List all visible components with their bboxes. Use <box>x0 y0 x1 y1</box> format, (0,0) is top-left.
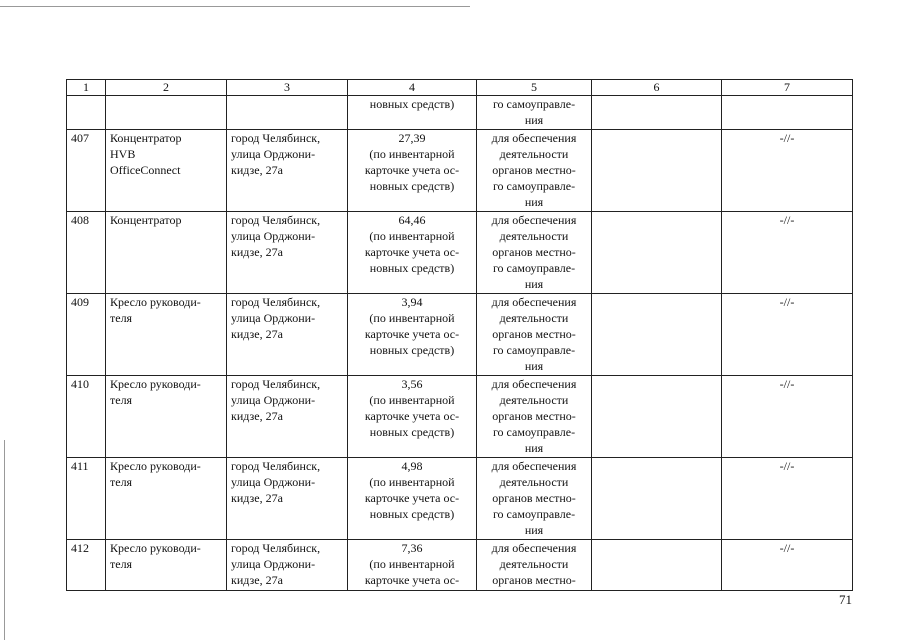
value-cell: 64,46 (по инвентарной карточке учета ос- новных средств) <box>348 212 477 294</box>
purpose-cell: для обеспечения деятельности органов местно- го самоуправле- ния <box>477 294 592 376</box>
inventory-table <box>66 79 853 591</box>
page-number: 71 <box>839 592 852 607</box>
col7-cell: -//- <box>722 130 853 212</box>
value-cell: 7,36 (по инвентарной карточке учета ос- <box>348 540 477 591</box>
number-cell: 407 <box>67 130 106 212</box>
continuation-row <box>67 96 853 130</box>
value-cell: 4,98 (по инвентарной карточке учета ос- новных средств) <box>348 458 477 540</box>
table-row <box>67 212 853 294</box>
name-cell: Концентратор <box>106 212 227 294</box>
number-cell: 411 <box>67 458 106 540</box>
col6-cell <box>592 130 722 212</box>
number-cell: 409 <box>67 294 106 376</box>
address-cell: город Челябинск, улица Орджони- кидзе, 27а <box>227 458 348 540</box>
table-row <box>67 540 853 591</box>
col-header: 7 <box>722 80 853 96</box>
col7-cell: -//- <box>722 212 853 294</box>
name-cell: Кресло руководи- теля <box>106 294 227 376</box>
value-cell: 3,56 (по инвентарной карточке учета ос- новных средств) <box>348 376 477 458</box>
value-cell: новных средств) <box>348 96 477 130</box>
value-cell: 27,39 (по инвентарной карточке учета ос- новных средств) <box>348 130 477 212</box>
table-row <box>67 458 853 540</box>
address-cell: город Челябинск, улица Орджони- кидзе, 27а <box>227 376 348 458</box>
header-row <box>67 80 853 96</box>
name-cell: Кресло руководи- теля <box>106 458 227 540</box>
table-row <box>67 376 853 458</box>
scan-artifact-left <box>4 440 5 640</box>
col6-cell <box>592 212 722 294</box>
col6-cell <box>592 376 722 458</box>
purpose-cell: го самоуправле- ния <box>477 96 592 130</box>
col-header: 2 <box>106 80 227 96</box>
scan-artifact-top <box>0 6 470 7</box>
col6-cell <box>592 294 722 376</box>
address-cell: город Челябинск, улица Орджони- кидзе, 27а <box>227 130 348 212</box>
col7-cell: -//- <box>722 458 853 540</box>
purpose-cell: для обеспечения деятельности органов местно- го самоуправле- ния <box>477 458 592 540</box>
col6-cell <box>592 540 722 591</box>
col7-cell: -//- <box>722 540 853 591</box>
name-cell: Концентратор HVB OfficeConnect <box>106 130 227 212</box>
value-cell: 3,94 (по инвентарной карточке учета ос- новных средств) <box>348 294 477 376</box>
col-header: 4 <box>348 80 477 96</box>
number-cell: 412 <box>67 540 106 591</box>
col7-cell: -//- <box>722 376 853 458</box>
table-row <box>67 294 853 376</box>
table-row <box>67 130 853 212</box>
number-cell: 410 <box>67 376 106 458</box>
col-header: 3 <box>227 80 348 96</box>
col7-cell: -//- <box>722 294 853 376</box>
col6-cell <box>592 458 722 540</box>
address-cell: город Челябинск, улица Орджони- кидзе, 27а <box>227 540 348 591</box>
col-header: 5 <box>477 80 592 96</box>
col-header: 1 <box>67 80 106 96</box>
purpose-cell: для обеспечения деятельности органов местно- <box>477 540 592 591</box>
address-cell: город Челябинск, улица Орджони- кидзе, 27а <box>227 212 348 294</box>
name-cell: Кресло руководи- теля <box>106 540 227 591</box>
address-cell: город Челябинск, улица Орджони- кидзе, 27а <box>227 294 348 376</box>
purpose-cell: для обеспечения деятельности органов местно- го самоуправле- ния <box>477 130 592 212</box>
col-header: 6 <box>592 80 722 96</box>
number-cell: 408 <box>67 212 106 294</box>
purpose-cell: для обеспечения деятельности органов местно- го самоуправле- ния <box>477 376 592 458</box>
purpose-cell: для обеспечения деятельности органов местно- го самоуправле- ния <box>477 212 592 294</box>
name-cell: Кресло руководи- теля <box>106 376 227 458</box>
